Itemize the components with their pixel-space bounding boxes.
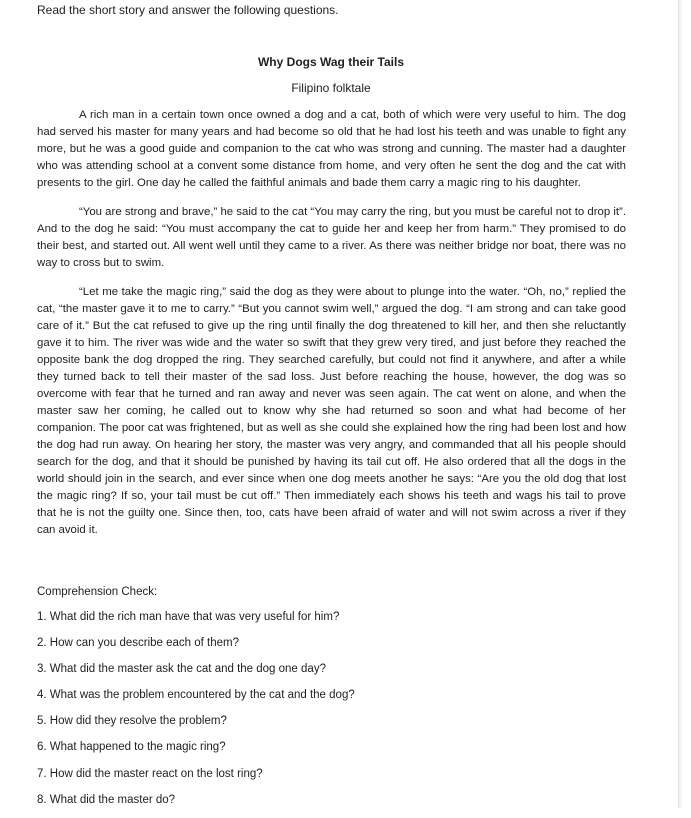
question-item: 8. What did the master do? [37,793,176,806]
instructions: Read the short story and answer the following questions. [37,3,339,17]
question-item: 5. How did they resolve the problem? [37,715,227,728]
question-item: 2. How can you describe each of them? [37,637,240,650]
story-subtitle: Filipino folktale [291,81,371,95]
comprehension-heading: Comprehension Check: [37,586,158,598]
question-item: 6. What happened to the magic ring? [37,741,226,754]
question-item: 3. What did the master ask the cat and the dog one day? [37,663,326,676]
story-paragraph: A rich man in a certain town once owned a dog and a cat, both of which were very useful to him. The dog had served his master for many years and had become so old that he had lost his teeth and was unable to fight any more, but he was a good guide and companion to the cat who was strong and cunning. The master had a daughter who was attending school at a convent some distance from home, and very often he sent the dog and the cat with presents to the girl. One day he called the faithful animals and bade them carry a magic ring to his daughter. [37,109,626,189]
question-item: 4. What was the problem encountered by the cat and the dog? [37,689,355,702]
question-item: 1. What did the rich man have that was very useful for him? [37,611,340,623]
page-edge-shadow [678,0,691,808]
story-paragraph: “Let me take the magic ring,” said the dog as they were about to plunge into the water. “Oh, no,” replied the cat, “the master gave it to me to carry.” “But you cannot swim well,” argued the dog. “I am strong and can take good care of it.” But the cat refused to give up the ring until finally the dog threatened to kill her, and then she reluctantly gave it to him. The river was wide and the water so swift that they grew very tired, and just before they reached the opposite bank the dog dropped the ring. They searched carefully, but could not find it anywhere, and after a while they turned back to tell their master of the sad loss. Just before reaching the house, however, the dog was so overcome with fear that he turned and ran away and never was seen again. The cat went on alone, and when the master saw her coming, he called out to know why she had returned so soon and what had become of her companion. The poor cat was frightened, but as well as she could she explained how the ring had been lost and how the dog had run away. On hearing her story, the master was very angry, and commanded that all his people should search for the dog, and that it should be punished by having its tail cut off. He also ordered that all the dogs in the world should join in the search, and ever since when one dog meets another he says: “Are you the old dog that lost the magic ring? If so, your tail must be cut off.” Then immediately each shows his teeth and wags his tail to prove that he is not the guilty one. Since then, too, cats have been afraid of water and will not swim across a river if they can avoid it. [37,286,626,536]
story-body [37,107,626,551]
question-item: 7. How did the master react on the lost ring? [37,767,263,780]
story-title: Why Dogs Wag their Tails [257,55,404,69]
question-list [37,609,355,818]
story-paragraph: “You are strong and brave,” he said to the cat “You may carry the ring, but you must be careful not to drop it”. And to the dog he said: “You must accompany the cat to guide her and keep her from harm.” They promised to do their best, and started out. All went well until they came to a river. As there was neither bridge nor boat, there was no way to cross but to swim. [37,206,626,269]
